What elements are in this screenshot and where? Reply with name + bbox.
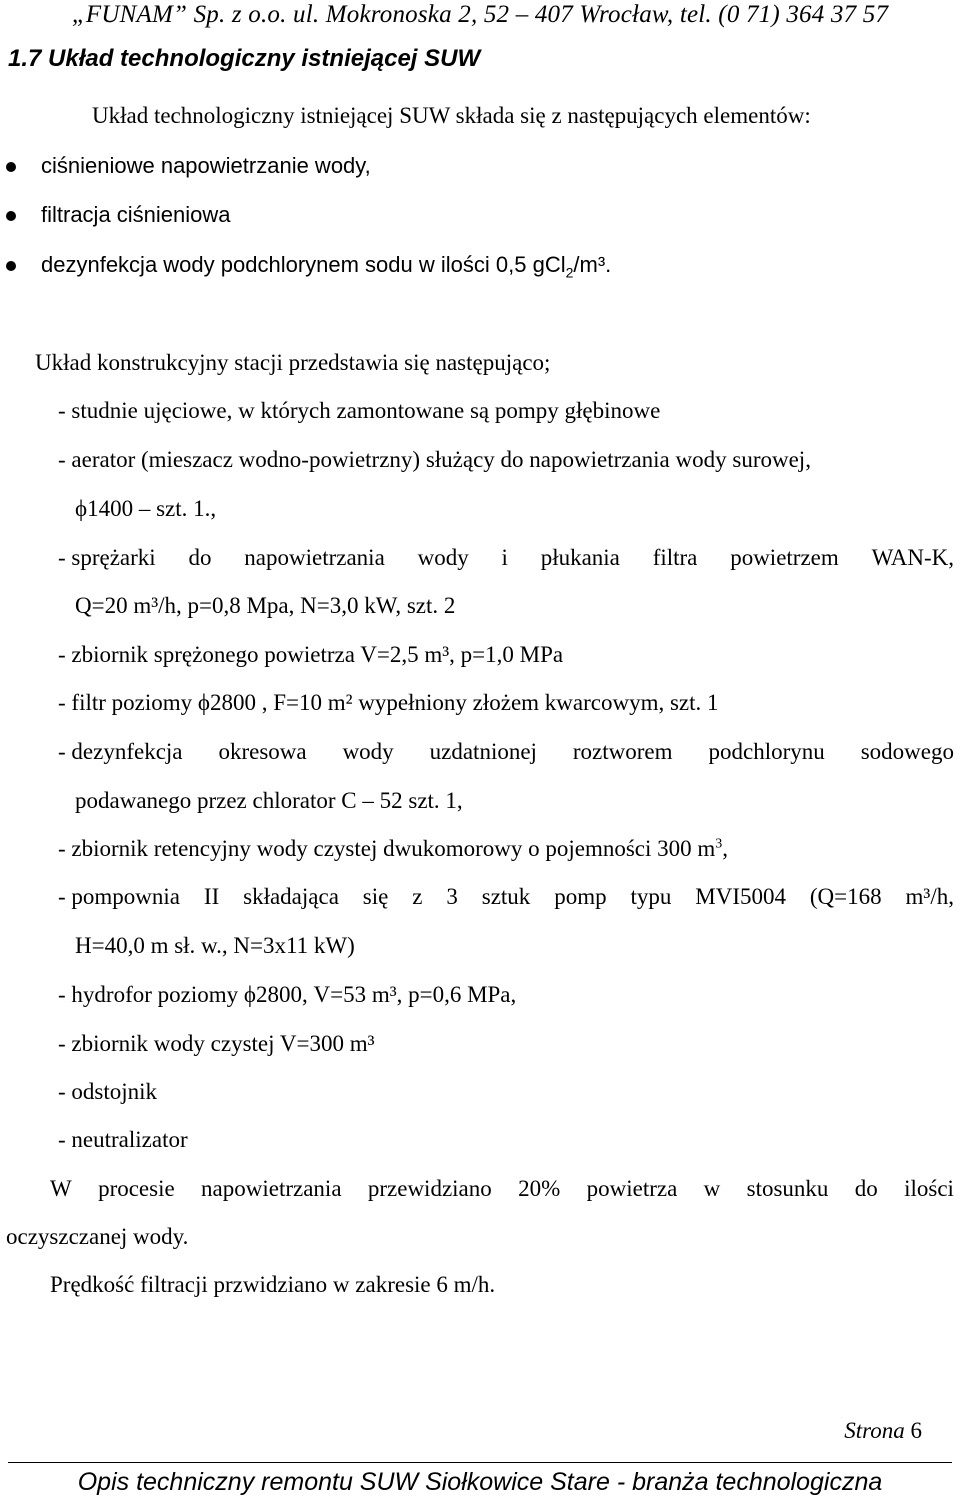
bullet-marker [6,162,16,172]
word: m³/h, [905,884,954,909]
word: - dezynfekcja [58,739,183,764]
word: typu [630,884,672,909]
page-number [844,1416,922,1446]
construction-item-aerator-cont: ϕ1400 – szt. 1., [75,496,217,521]
aeration-paragraph-cont: oczyszczanej wody. [6,1224,189,1249]
word: płukania [540,545,620,570]
construction-item-settler: - odstojnik [58,1079,158,1104]
section-title: 1.7 Układ technologiczny istniejącej SUW [8,45,481,72]
word: wody [417,545,469,570]
construction-intro: Układ konstrukcyjny stacji przedstawia się następująco; [35,350,551,375]
construction-item-compressors-cont: Q=20 m³/h, p=0,8 Mpa, N=3,0 kW, szt. 2 [75,593,456,618]
construction-item-neutralizer: - neutralizator [58,1127,188,1152]
page-footer: Opis techniczny remontu SUW Siołkowice Stare - branża technologiczna [77,1468,883,1496]
word: II [203,884,220,909]
word: wody [342,739,394,764]
word: przewidziano [367,1176,492,1201]
page-number-value: 6 [910,1418,922,1443]
bullet-marker [6,211,16,221]
construction-item-compressors [58,543,954,573]
construction-item-clean-water-tank: - zbiornik wody czystej V=300 m³ [58,1031,375,1056]
word: procesie [98,1176,175,1201]
word: pomp [554,884,607,909]
construction-item-filter: - filtr poziomy ϕ2800 , F=10 m² wypełniony złożem kwarcowym, szt. 1 [58,690,719,715]
word: MVI5004 [695,884,786,909]
footer-divider [8,1462,952,1463]
word: ilości [904,1176,954,1201]
construction-item-pump-station [58,882,954,912]
word: napowietrzania [244,545,385,570]
retention-tank-text: - zbiornik retencyjny wody czystej dwukomorowy o pojemności 300 m [58,836,716,861]
bullet-item-disinfection [41,250,611,280]
word: WAN-K, [871,545,954,570]
filtration-paragraph: Prędkość filtracji przwidziano w zakresie 6 m/h. [50,1272,496,1297]
word: 20% [518,1176,561,1201]
word: okresowa [218,739,307,764]
word: filtra [652,545,698,570]
word: składająca [243,884,339,909]
page-header: „FUNAM” Sp. z o.o. ul. Mokronoska 2, 52 – 407 Wrocław, tel. (0 71) 364 37 57 [71,1,889,28]
word: z [412,884,423,909]
word: sztuk [481,884,531,909]
construction-item-aerator: - aerator (mieszacz wodno-powietrzny) służący do napowietrzania wody surowej, [58,447,811,472]
bullet-item-aeration: ciśnieniowe napowietrzanie wody, [41,153,371,178]
retention-tank-superscript: 3 [715,836,723,852]
word: stosunku [746,1176,829,1201]
word: uzdatnionej [429,739,537,764]
page-number-label: Strona [844,1418,905,1443]
word: 3 [446,884,458,909]
intro-paragraph: Układ technologiczny istniejącej SUW składa się z następujących elementów: [92,103,811,128]
word: i [501,545,508,570]
word: napowietrzania [201,1176,342,1201]
word: do [854,1176,878,1201]
word: się [362,884,389,909]
word: w [703,1176,721,1201]
word: powietrza [586,1176,678,1201]
disinfection-subscript: 2 [565,264,574,281]
word: (Q=168 [809,884,882,909]
bullet-item-filtration: filtracja ciśnieniowa [41,202,231,227]
word: W [50,1176,72,1201]
word: podchlorynu [708,739,825,764]
construction-item-disinfection-cont: podawanego przez chlorator C – 52 szt. 1, [75,788,463,813]
disinfection-text: dezynfekcja wody podchlorynem sodu w ilości 0,5 gCl [41,252,566,277]
word: roztworem [572,739,673,764]
disinfection-unit: /m³. [573,252,612,277]
construction-item-wells: - studnie ujęciowe, w których zamontowane są pompy głębinowe [58,398,661,423]
word: - sprężarki [58,545,156,570]
word: - pompownia [58,884,181,909]
construction-item-pump-station-cont: H=40,0 m sł. w., N=3x11 kW) [75,933,355,958]
construction-item-retention-tank [58,834,728,864]
construction-item-disinfection [58,737,954,767]
construction-item-hydrofor: - hydrofor poziomy ϕ2800, V=53 m³, p=0,6 MPa, [58,982,517,1007]
bullet-marker [6,261,16,271]
retention-tank-comma: , [722,836,729,861]
word: sodowego [860,739,954,764]
word: do [188,545,212,570]
construction-item-air-tank: - zbiornik sprężonego powietrza V=2,5 m³, p=1,0 MPa [58,642,564,667]
aeration-paragraph [50,1174,954,1204]
word: powietrzem [730,545,839,570]
